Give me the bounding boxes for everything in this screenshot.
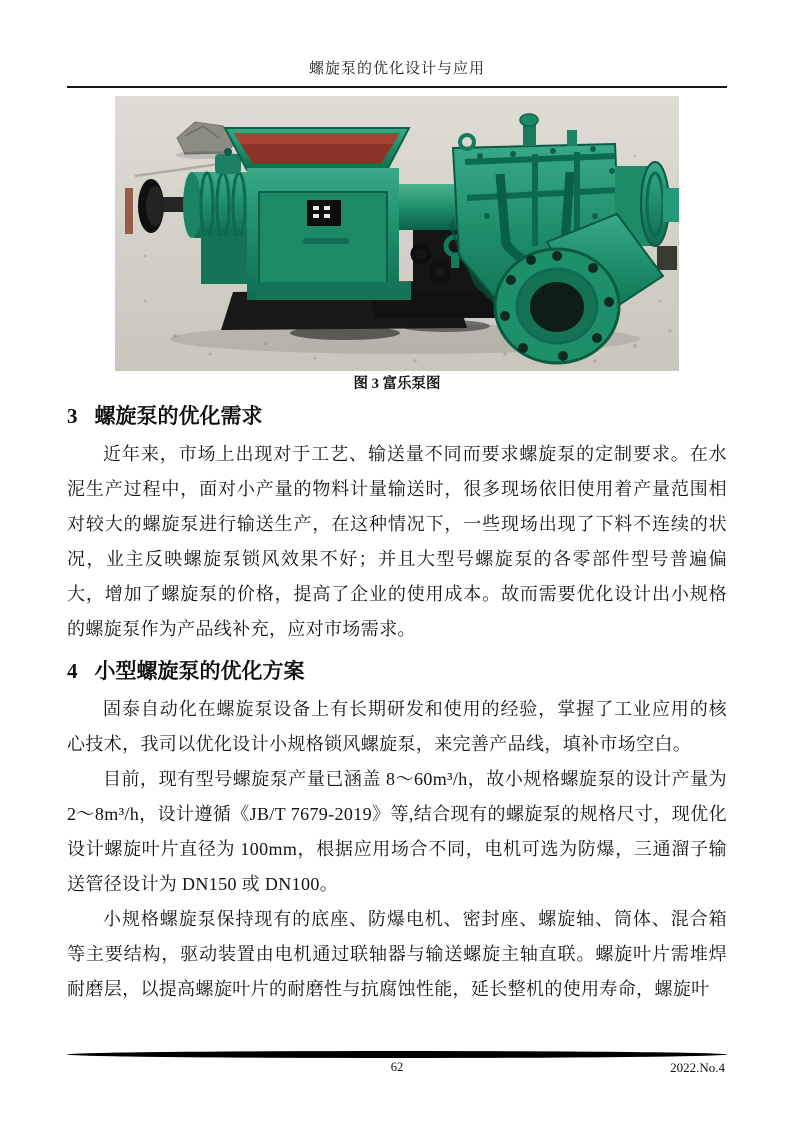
running-header-title: 螺旋泵的优化设计与应用 bbox=[308, 61, 485, 77]
pump-photo bbox=[115, 96, 679, 371]
journal-issue: 2022.No.4 bbox=[670, 1060, 725, 1075]
section-number: 4 bbox=[67, 659, 78, 683]
paragraph: 固泰自动化在螺旋泵设备上有长期研发和使用的经验，掌握了工业应用的核心技术，我司以优化设计小规格锁风螺旋泵，来完善产品线，填补市场空白。 bbox=[67, 699, 727, 754]
section-heading-4 bbox=[67, 656, 727, 687]
page-footer bbox=[67, 1051, 727, 1080]
hopper bbox=[225, 128, 409, 170]
section-title: 螺旋泵的优化需求 bbox=[94, 404, 263, 428]
page-number: 62 bbox=[390, 1060, 404, 1074]
pump-body-box bbox=[247, 168, 411, 300]
figure-pump bbox=[115, 96, 679, 395]
figure-caption: 图 3 富乐泵图 bbox=[353, 376, 441, 392]
header-rule bbox=[67, 86, 727, 88]
paragraph: 近年来，市场上出现对于工艺、输送量不同而要求螺旋泵的定制要求。在水泥生产过程中，面对小产量的物料计量输送时，很多现场依旧使用着产量范围相对较大的螺旋泵进行输送生产，在这种情况下，一些现场出现了下料不连续的状况，业主反映螺旋泵锁风效果不好；并且大型号螺旋泵的各零部件型号普遍偏大，增加了螺旋泵的价格，提高了企业的使用成本。故而需要优化设计出小规格的螺旋泵作为产品线补充，应对市场需求。 bbox=[67, 444, 727, 639]
footer-divider-bar bbox=[67, 1051, 727, 1058]
section-title: 小型螺旋泵的优化方案 bbox=[94, 659, 305, 683]
paragraph: 目前，现有型号螺旋泵产量已涵盖 8～60m³/h，故小规格螺旋泵的设计产量为 2～8m³/h，设计遵循《JB/T 7679-2019》等,结合现有的螺旋泵的规格尺寸，现优化设计螺旋叶片直径为 100mm，根据应用场合不同，电机可选为防爆，三通溜子输送管径设计为 DN150 或 DN100。 bbox=[67, 769, 727, 894]
section-heading-3 bbox=[67, 401, 727, 432]
paragraph: 小规格螺旋泵保持现有的底座、防爆电机、密封座、螺旋轴、筒体、混合箱等主要结构，驱动装置由电机通过联轴器与输送螺旋主轴直联。螺旋叶片需堆焊耐磨层，以提高螺旋叶片的耐磨性与抗腐蚀性能，延长整机的使用寿命，螺旋叶 bbox=[67, 909, 727, 999]
section-number: 3 bbox=[67, 404, 78, 428]
name-plate bbox=[307, 200, 341, 226]
